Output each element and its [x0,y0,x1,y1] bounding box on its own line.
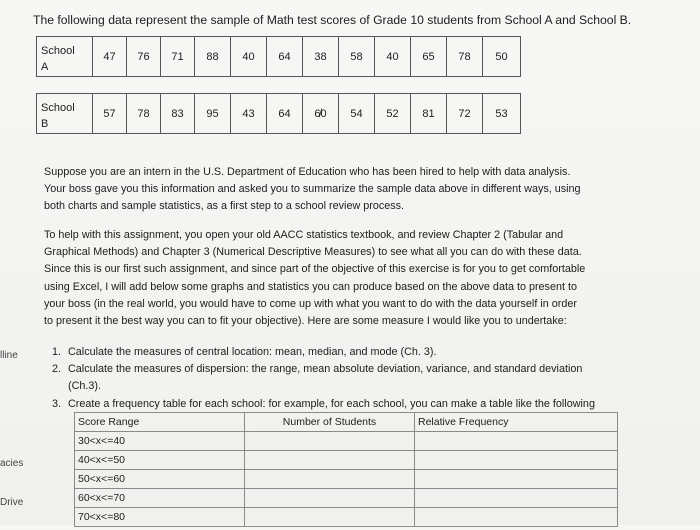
sidebar-fragment[interactable]: lline [0,350,18,361]
score-cell: 78 [127,94,161,134]
table-header-row [75,413,618,432]
table-row: 70<x<=80 [75,508,618,527]
score-cell: 71 [161,37,195,77]
table-row: 40<x<=50 [75,451,618,470]
score-cell: 64 [267,94,303,134]
score-cell: 47 [93,37,127,77]
score-cell: 53 [483,94,521,134]
score-cell: 78 [447,37,483,77]
paragraph-instructions: To help with this assignment, you open your old AACC statistics textbook, and review Chapter 2 (Tabular and Graphical Methods) and Chapter 3 (Numerical Descriptive Measures) to see what all you can do with these data. Since this is our first such assignment, and since part of the objective of this exercise is for you to get comfortable using Excel, I will add below some graphs and statistics you can produce based on the above data to present to your boss (in the real world, you would have to come up with what you want to do with the data yourself in order to present it the best way you can to fit your objective). Here are some measure I would like you to undertake: [44,229,586,328]
score-cell: 81 [411,94,447,134]
list-item: 1. Calculate the measures of central location: mean, median, and mode (Ch. 3). [52,346,437,358]
score-cell: 38 [303,37,339,77]
paragraph-scenario: Suppose you are an intern in the U.S. Department of Education who has been hired to help with data analysis. Your boss gave you this information and asked you to summarize the sample data above in different ways, using both charts and sample statistics, as a first step to a school review process. [44,166,581,213]
score-cell: 52 [375,94,411,134]
table-gap-row [37,77,521,94]
column-header: Score Range [75,413,245,432]
frequency-table [74,412,618,527]
list-item-continuation: (Ch.3). [68,380,101,393]
score-cell: 6̸0 [303,94,339,134]
sidebar-fragment[interactable]: Drive [0,497,24,508]
score-cell: 43 [231,94,267,134]
score-cell: 40 [231,37,267,77]
score-cell: 57 [93,94,127,134]
score-cell: 95 [195,94,231,134]
score-cell: 88 [195,37,231,77]
table-row: 30<x<=40 [75,432,618,451]
score-cell: 54 [339,94,375,134]
table-row: 60<x<=70 [75,489,618,508]
score-cell: 40 [375,37,411,77]
score-cell: 58 [339,37,375,77]
score-cell: 72 [447,94,483,134]
sidebar-fragment[interactable]: acies [0,458,24,469]
school-scores-table [36,36,521,134]
list-item: 3. Create a frequency table for each school: for example, for each school, you can make a table like the following [52,397,595,410]
score-cell: 76 [127,37,161,77]
list-item: 2. Calculate the measures of dispersion: the range, mean absolute deviation, variance, and standard deviation [52,363,583,376]
score-cell: 83 [161,94,195,134]
score-cell: 64 [267,37,303,77]
column-header: Relative Frequency [415,413,618,432]
intro-text: The following data represent the sample of Math test scores of Grade 10 students from School A and School B. [33,13,632,27]
task-list [52,344,595,413]
row-label: School A [37,37,93,77]
table-row: 50<x<=60 [75,470,618,489]
score-cell: 65 [411,37,447,77]
row-label: School B [37,94,93,134]
clipped-sidebar [0,340,30,530]
column-header: Number of Students [245,413,415,432]
table-row [37,94,521,134]
table-row [37,37,521,77]
score-cell: 50 [483,37,521,77]
